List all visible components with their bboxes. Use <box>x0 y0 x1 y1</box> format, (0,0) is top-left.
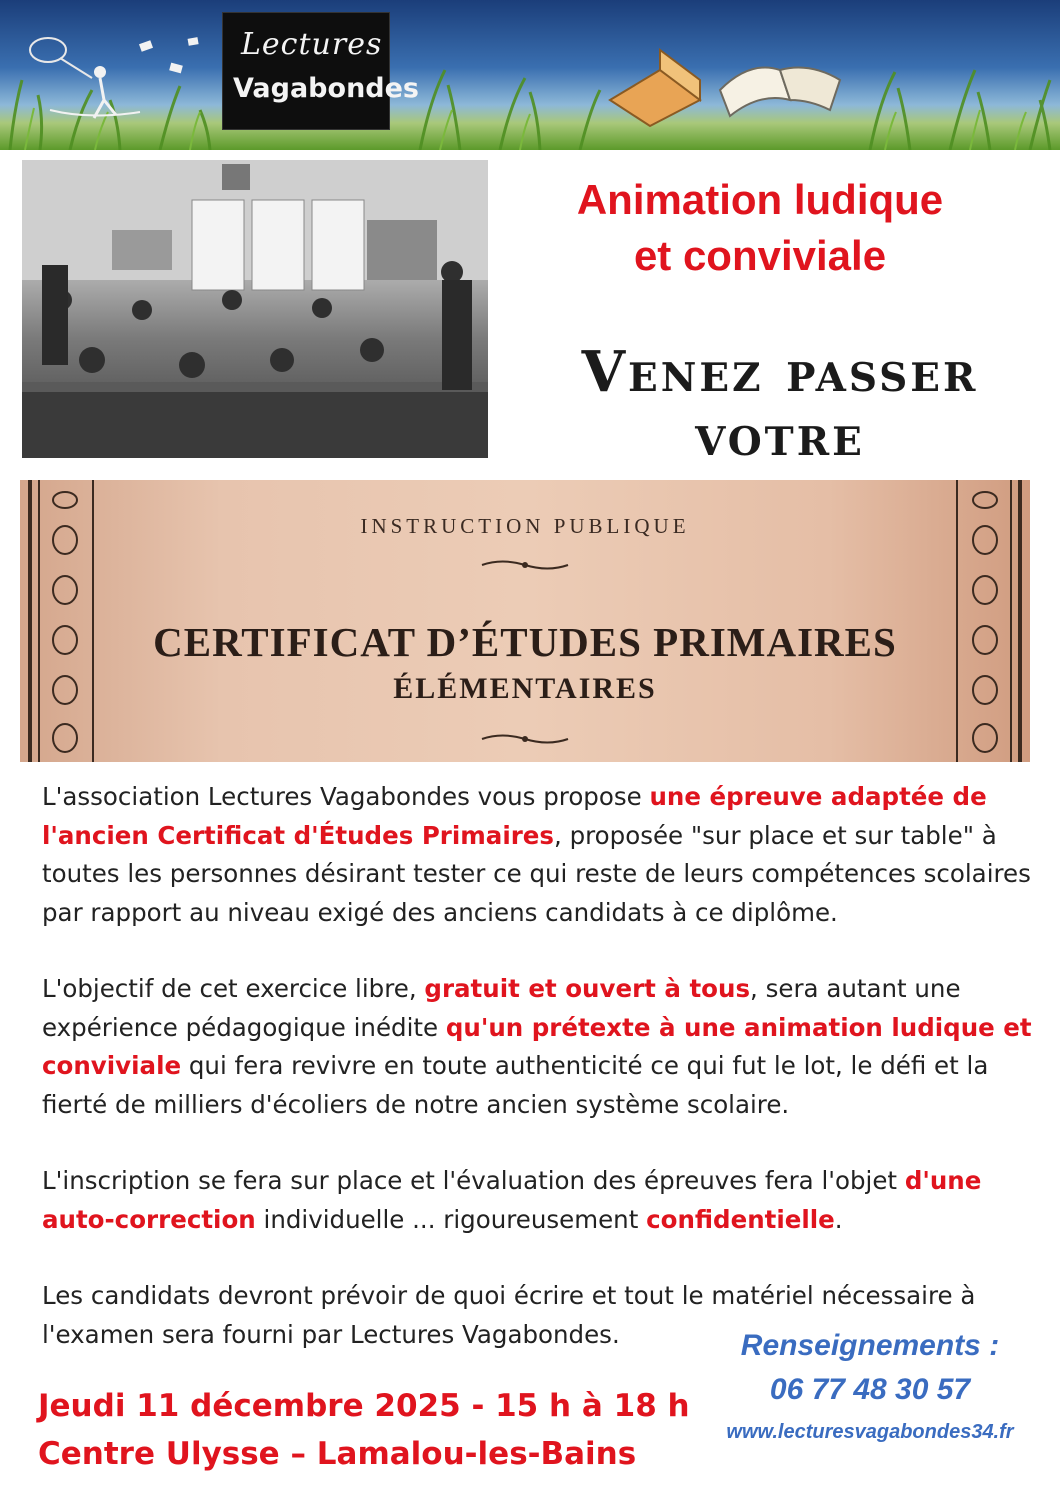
text-span: L'objectif de cet exercice libre, <box>42 974 425 1003</box>
animation-heading <box>500 172 1020 284</box>
highlight-animation: qu'un prétexte à une animation ludique et conviviale <box>42 1012 1032 1080</box>
open-books-illustration <box>590 30 850 130</box>
classroom-photo <box>22 160 488 458</box>
text-span: . <box>834 1204 843 1234</box>
text-span: L'association Lectures Vagabondes vous propose <box>42 782 650 811</box>
certificate-image <box>20 480 1030 762</box>
text-span: L'inscription se fera sur place et l'évaluation des épreuves fera l'objet <box>42 1166 905 1195</box>
header-banner <box>0 0 1060 150</box>
highlight-auto-correction: d'une auto-correction <box>42 1166 982 1234</box>
certificate-title: CERTIFICAT D’ÉTUDES PRIMAIRES <box>153 619 897 665</box>
text-span: individuelle ... rigoureusement <box>255 1204 647 1234</box>
venez-passer-heading <box>500 340 1060 468</box>
paragraph-objectif <box>42 970 1032 1124</box>
event-date: Jeudi 11 décembre 2025 - 15 h à 18 h <box>38 1388 690 1424</box>
venez-heading-line2: votre <box>695 403 865 469</box>
website-link[interactable]: www.lecturesvagabondes34.fr <box>726 1421 1014 1443</box>
text-span: , sera autant une expérience pédagogique inédite <box>42 974 961 1042</box>
lectures-vagabondes-logo <box>222 12 419 130</box>
text-span: , proposée "sur place et sur table" à toutes les personnes désirant tester ce qui reste de leurs compétences scolaires par rapport au niveau exigé des anciens candidats à ce diplôme. <box>42 820 1031 927</box>
paragraph-materiel: Les candidats devront prévoir de quoi écrire et tout le matériel nécessaire à l'examen sera fourni par Lectures Vagabondes. <box>42 1281 976 1349</box>
certificate-subtitle: ÉLÉMENTAIRES <box>393 672 657 705</box>
highlight-gratuit: gratuit et ouvert à tous <box>424 974 751 1003</box>
certificate-bottom-ornament <box>478 732 572 746</box>
animation-heading-line2: et conviviale <box>633 232 887 279</box>
animation-heading-line1: Animation ludique <box>576 176 944 223</box>
paragraph-inscription <box>42 1162 1032 1239</box>
logo-text-vagabondes: Vagabondes <box>233 73 419 104</box>
body-text <box>42 778 1032 1392</box>
paragraph-proposition <box>42 778 1032 932</box>
logo-text-lectures: Lectures <box>241 27 383 62</box>
info-label: Renseignements : <box>740 1329 1000 1362</box>
venez-heading-line1: Venez passer <box>581 339 979 405</box>
butterfly-net-figure-icon <box>20 20 220 130</box>
contact-info <box>700 1326 1040 1446</box>
text-span: qui fera revivre en toute authenticité ce qui fut le lot, le défi et la fierté de milliers d'écoliers de notre ancien système scolaire. <box>42 1051 989 1119</box>
contact-phone[interactable]: 06 77 48 30 57 <box>769 1373 971 1406</box>
highlight-epreuve: une épreuve adaptée de l'ancien Certificat d'Études Primaires <box>42 782 987 850</box>
certificate-instruction-publique: INSTRUCTION PUBLIQUE <box>360 514 690 538</box>
certificate-divider-ornament <box>478 558 572 572</box>
highlight-confidentielle: confidentielle <box>646 1204 835 1234</box>
event-place: Centre Ulysse – Lamalou-les-Bains <box>38 1436 637 1472</box>
